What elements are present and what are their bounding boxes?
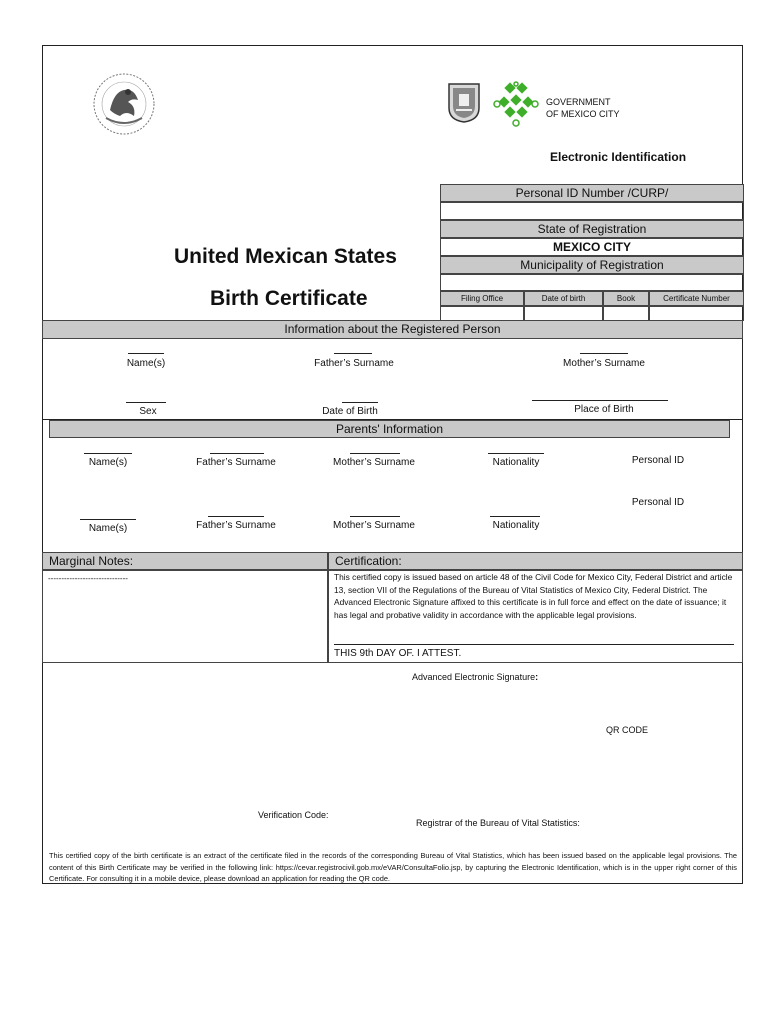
certification-text: This certified copy is issued based on article 48 of the Civil Code for Mexico City, Federal District and article 13, section VII of the Regulations of the Bureau of Vital Statistics of Mexico City, Federal District. The Advanced Electronic Signature affixed to this certificate is in full force and effect on the date of issuance; it has legal and probative validity in accordance with the applicable legal provisions.: [334, 572, 733, 620]
advanced-signature-label: Advanced Electronic Signature:: [412, 672, 539, 682]
registered-place-label: Place of Birth: [574, 404, 634, 415]
cell-filing-office: [440, 306, 524, 321]
dob-line: [342, 402, 378, 403]
marginal-notes-bar: [42, 552, 328, 570]
parent2-personal-id-label: Personal ID: [631, 497, 685, 508]
parent1-nationality-label: Nationality: [492, 457, 540, 468]
document-title: Birth Certificate: [210, 287, 368, 310]
municipality-value: [440, 274, 744, 291]
col-book: Book: [603, 291, 649, 306]
parent2-father-label: Father’s Surname: [196, 520, 276, 531]
state-value-box: [440, 238, 744, 256]
shield-icon: [447, 82, 481, 124]
parent1-mother-line: [350, 453, 400, 454]
father-line: [334, 353, 372, 354]
registered-dob-label: Date of Birth: [322, 406, 378, 417]
names-line: [128, 353, 164, 354]
parents-section-bar: [49, 420, 730, 438]
marginal-notes-title: Marginal Notes:: [49, 554, 134, 568]
qr-code-label: QR CODE: [606, 725, 649, 735]
parent1-father-line: [210, 453, 264, 454]
registered-father-label: Father’s Surname: [314, 358, 394, 369]
parent1-personal-id-label: Personal ID: [631, 455, 685, 466]
record-table: [440, 291, 744, 321]
government-label: GOVERNMENT OF MEXICO CITY: [546, 97, 620, 119]
col-date-of-birth: Date of birth: [524, 291, 603, 306]
marginal-notes-box: [42, 570, 328, 663]
cell-certificate-number: [649, 306, 744, 321]
parent2-father-line: [208, 516, 264, 517]
registered-mother-label: Mother’s Surname: [563, 358, 645, 369]
country-title: United Mexican States: [174, 245, 397, 268]
registered-names-label: Name(s): [126, 358, 166, 369]
state-bar: [440, 220, 744, 238]
parent1-names-line: [84, 453, 132, 454]
parents-section-title: Parents' Information: [335, 422, 443, 436]
cell-date-of-birth: [524, 306, 603, 321]
parent2-mother-line: [350, 516, 400, 517]
municipality-label: Municipality of Registration: [520, 258, 664, 272]
registered-section-bar: [42, 320, 743, 339]
attest-line: [334, 644, 734, 645]
sex-line: [126, 402, 166, 403]
state-label: State of Registration: [537, 222, 647, 236]
footer-disclaimer: This certified copy of the birth certificate is an extract of the certificate filed in the records of the corresponding Bureau of Vital Statistics, which has been issued based on the applicable legal provisions. The content of this Birth Certificate may be verified in the following link: https://cevar.registrocivil.gob.mx/eVAR/ConsultaFolio.jsp, by capturing the Electronic Identification, which is in the upper right corner of this Certificate. For consulting it in a mobile device, please download an application for reading the QR code.: [49, 851, 737, 883]
certification-bar: [328, 552, 743, 570]
state-value: MEXICO CITY: [552, 240, 631, 254]
parent2-nationality-line: [490, 516, 540, 517]
place-line: [532, 400, 668, 401]
curp-value: [440, 202, 744, 220]
cell-book: [603, 306, 649, 321]
parent1-father-label: Father’s Surname: [196, 457, 276, 468]
parent2-names-line: [80, 519, 136, 520]
curp-label: Personal ID Number /CURP/: [515, 186, 669, 200]
parent2-names-label: Name(s): [88, 523, 128, 534]
attest-text: THIS 9th DAY OF. I ATTEST.: [334, 648, 462, 659]
parent2-mother-label: Mother’s Surname: [333, 520, 415, 531]
eagle-seal-icon: [88, 70, 160, 138]
parent2-nationality-label: Nationality: [492, 520, 540, 531]
curp-bar: [440, 184, 744, 202]
registrar-label: Registrar of the Bureau of Vital Statistics:: [416, 818, 580, 828]
cdmx-logo-icon: [492, 80, 540, 128]
parent1-nationality-line: [488, 453, 544, 454]
registered-sex-label: Sex: [139, 406, 157, 417]
parent1-mother-label: Mother’s Surname: [333, 457, 415, 468]
verification-code-label: Verification Code:: [258, 810, 329, 820]
col-certificate-number: Certificate Number: [649, 291, 744, 306]
col-filing-office: Filing Office: [440, 291, 524, 306]
certification-title: Certification:: [335, 554, 402, 568]
marginal-notes-text: ------------------------------: [48, 574, 128, 583]
mother-line: [580, 353, 628, 354]
parent1-names-label: Name(s): [88, 457, 128, 468]
registered-section-title: Information about the Registered Person: [284, 322, 501, 336]
municipality-bar: [440, 256, 744, 274]
electronic-id-label: Electronic Identification: [550, 150, 687, 164]
